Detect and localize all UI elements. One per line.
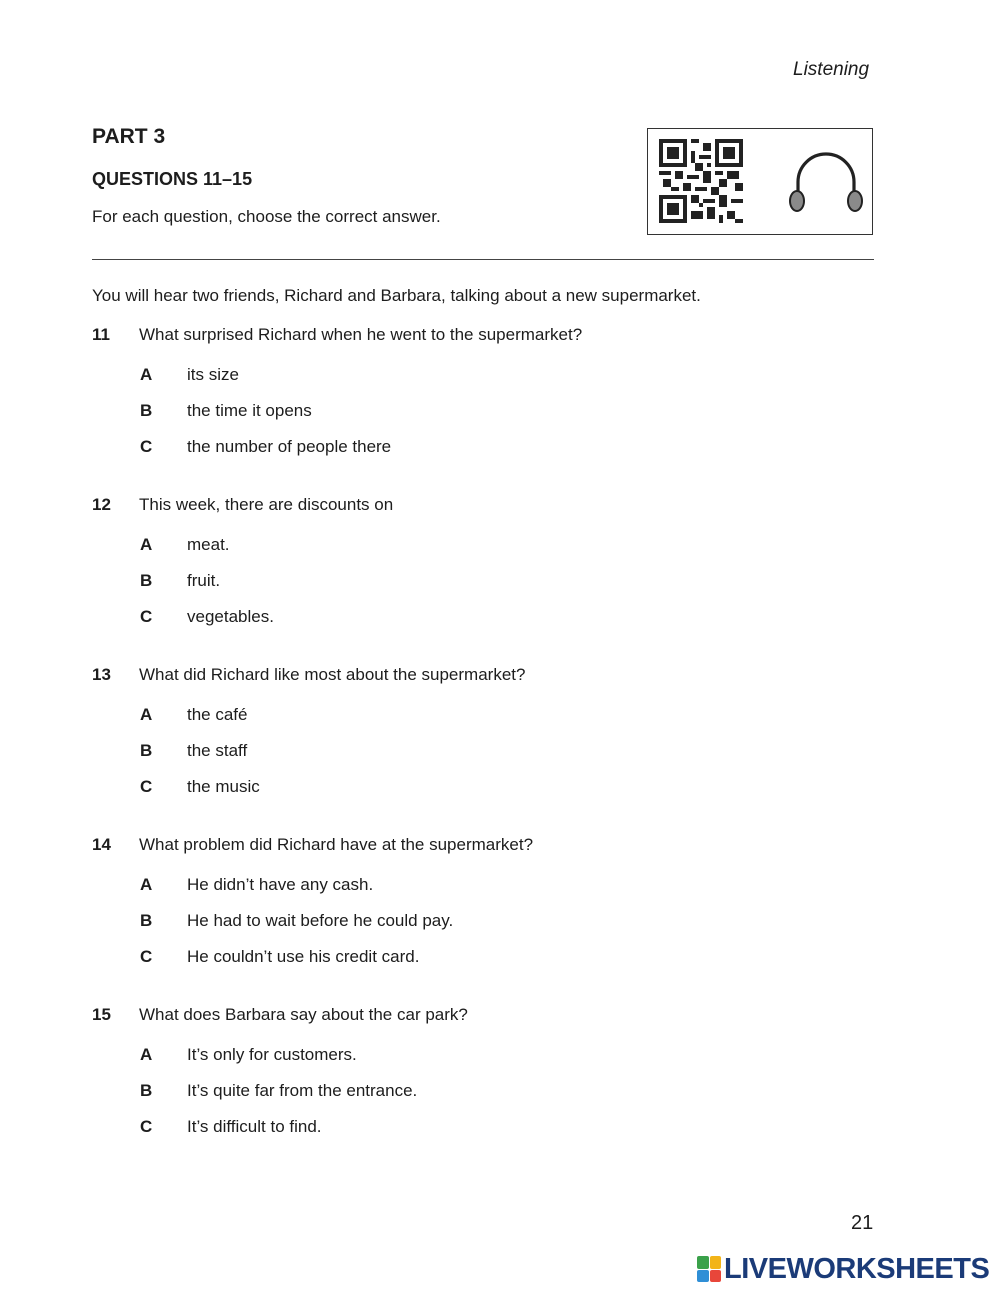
- brand-logo[interactable]: [697, 1254, 989, 1284]
- option-text[interactable]: meat.: [187, 535, 230, 554]
- option-text[interactable]: the music: [187, 777, 260, 796]
- headphones-icon: [786, 148, 866, 220]
- brand-logo-icon: [697, 1256, 721, 1282]
- option-text[interactable]: It’s quite far from the entrance.: [187, 1081, 418, 1100]
- option-text[interactable]: the staff: [187, 741, 248, 760]
- option-letter[interactable]: B: [140, 401, 153, 420]
- option-letter[interactable]: B: [140, 911, 153, 930]
- option-text[interactable]: the time it opens: [187, 401, 312, 420]
- question-number: 13: [92, 665, 111, 684]
- option-text[interactable]: It’s difficult to find.: [187, 1117, 322, 1136]
- option-letter[interactable]: B: [140, 1081, 153, 1100]
- question-text: What surprised Richard when he went to the supermarket?: [139, 325, 583, 344]
- listening-intro: You will hear two friends, Richard and Barbara, talking about a new supermarket.: [92, 286, 701, 305]
- question-text: What problem did Richard have at the supermarket?: [139, 835, 534, 854]
- question-number: 14: [92, 835, 111, 854]
- option-letter[interactable]: A: [140, 875, 153, 894]
- question-number: 11: [92, 325, 110, 344]
- option-text[interactable]: the café: [187, 705, 248, 724]
- option-letter[interactable]: A: [140, 705, 153, 724]
- section-divider: [92, 259, 874, 260]
- question-text: What does Barbara say about the car park?: [139, 1005, 468, 1024]
- question-text: What did Richard like most about the supermarket?: [139, 665, 526, 684]
- qr-code-icon[interactable]: [659, 139, 743, 223]
- option-letter[interactable]: B: [140, 571, 153, 590]
- brand-name: LIVEWORKSHEETS: [724, 1252, 990, 1285]
- part-title: PART 3: [92, 125, 166, 148]
- question-text: This week, there are discounts on: [139, 495, 394, 514]
- page-number: 21: [851, 1212, 874, 1234]
- option-text[interactable]: fruit.: [187, 571, 221, 590]
- option-letter[interactable]: A: [140, 1045, 153, 1064]
- questions-range-heading: QUESTIONS 11–15: [92, 169, 253, 189]
- option-text[interactable]: He didn’t have any cash.: [187, 875, 374, 894]
- option-letter[interactable]: C: [140, 607, 153, 626]
- option-letter[interactable]: A: [140, 365, 153, 384]
- option-text[interactable]: It’s only for customers.: [187, 1045, 357, 1064]
- option-letter[interactable]: C: [140, 947, 153, 966]
- section-label: Listening: [793, 59, 870, 80]
- instruction-text: For each question, choose the correct answer.: [92, 207, 441, 226]
- option-text[interactable]: He had to wait before he could pay.: [187, 911, 454, 930]
- option-letter[interactable]: A: [140, 535, 153, 554]
- option-text[interactable]: vegetables.: [187, 607, 274, 626]
- option-text[interactable]: the number of people there: [187, 437, 392, 456]
- option-text[interactable]: He couldn’t use his credit card.: [187, 947, 420, 966]
- option-text[interactable]: its size: [187, 365, 239, 384]
- option-letter[interactable]: B: [140, 741, 153, 760]
- option-letter[interactable]: C: [140, 437, 153, 456]
- option-letter[interactable]: C: [140, 777, 153, 796]
- option-letter[interactable]: C: [140, 1117, 153, 1136]
- question-number: 12: [92, 495, 111, 514]
- question-number: 15: [92, 1005, 111, 1024]
